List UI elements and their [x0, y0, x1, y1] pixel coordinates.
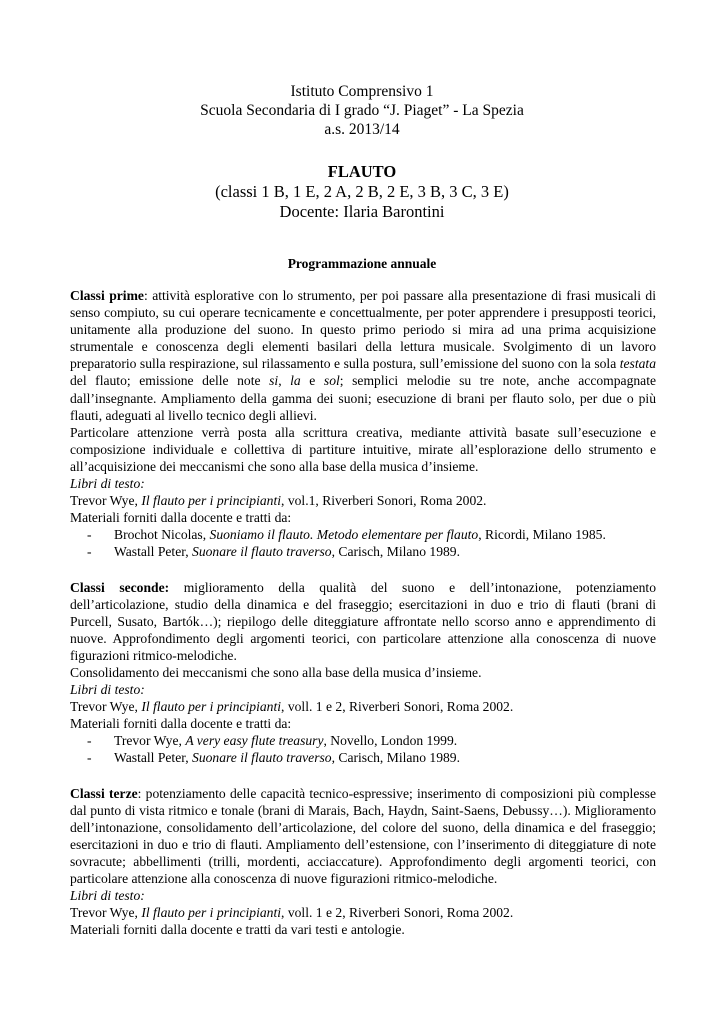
ref-details: , Novello, London 1999. — [323, 733, 458, 749]
reference-list — [70, 526, 656, 560]
ref-author: Trevor Wye, — [114, 733, 186, 749]
section-label: Classi terze — [70, 785, 138, 801]
reference-list — [70, 732, 656, 766]
paragraph-text: miglioramento della qualità del suono e dell’intonazione, potenziamento dell’articolazione, studio della dinamica e del fraseggio; esercitazioni in duo e trio di flauti (brani di Purcell, Susato, Bartók…); riepilogo delle diteggiature affrontate nello scorso anno e apprendimento di nuove. Approfondimento degli argomenti teorici, con particolare attenzione alla conoscenza di nuove figurazioni ritmico-melodiche. — [70, 579, 657, 663]
ref-author: Brochot Nicolas, — [114, 527, 210, 543]
ref-author: Wastall Peter, — [114, 750, 193, 766]
ref-title: Suoniamo il flauto. Metodo elementare per flauto — [209, 527, 479, 543]
libri-label: Libri di testo: — [70, 476, 145, 492]
programmazione-heading: Programmazione annuale — [287, 256, 437, 271]
ref-author: Wastall Peter, — [114, 544, 193, 560]
school-header — [0, 82, 724, 139]
note-name: sol — [323, 373, 340, 389]
book-title: Il flauto per i principianti — [141, 905, 282, 921]
section-label: Classi seconde: — [70, 579, 170, 595]
paragraph-text: ; semplici melodie su tre note, anche accompagnate dall’insegnante. Ampliamento della gamma dei suoni; esecuzione di brani per flauto solo, per due o più flauti, adeguati al livello tecnico degli allievi. — [70, 373, 657, 423]
book-details: , voll. 1 e 2, Riverberi Sonori, Roma 2002. — [281, 905, 514, 921]
ref-title: Suonare il flauto traverso — [192, 750, 332, 766]
school-name: Scuola Secondaria di I grado “J. Piaget” - La Spezia — [200, 102, 524, 119]
list-item: - Wastall Peter, Suonare il flauto traverso, Carisch, Milano 1989. — [87, 750, 460, 766]
book-author: Trevor Wye, — [70, 699, 142, 715]
class-list: (classi 1 B, 1 E, 2 A, 2 B, 2 E, 3 B, 3 C, 3 E) — [215, 182, 509, 201]
note-name: la — [290, 373, 301, 389]
school-year: a.s. 2013/14 — [324, 121, 400, 138]
terze-intro-paragraph — [70, 785, 656, 888]
book-author: Trevor Wye, — [70, 493, 142, 509]
libri-label: Libri di testo: — [70, 682, 145, 698]
institute-name: Istituto Comprensivo 1 — [290, 83, 434, 100]
section-classi-seconde — [70, 579, 656, 767]
ref-details: , Carisch, Milano 1989. — [331, 544, 460, 560]
section-classi-prime — [70, 287, 656, 561]
seconde-paragraph-2: Consolidamento dei meccanismi che sono alla base della musica d’insieme. — [70, 664, 482, 680]
book-title: Il flauto per i principianti — [141, 699, 282, 715]
list-item: - Wastall Peter, Suonare il flauto traverso, Carisch, Milano 1989. — [87, 544, 460, 560]
list-item: - Brochot Nicolas, Suoniamo il flauto. Metodo elementare per flauto, Ricordi, Milano 1985. — [87, 527, 606, 543]
materiali-line: Materiali forniti dalla docente e tratti da: — [70, 510, 292, 526]
list-item: - Trevor Wye, A very easy flute treasury, Novello, London 1999. — [87, 733, 458, 749]
ref-details: , Ricordi, Milano 1985. — [478, 527, 606, 543]
paragraph-text: : potenziamento delle capacità tecnico-espressive; inserimento di composizioni più complesse dal punto di vista ritmico e tonale (brani di Marais, Bach, Haydn, Saint-Saens, Debussy…). Miglioramento dell’intonazione, consolidamento dell’articolazione, del colore del suono, della dinamica e del fraseggio; esercitazioni in duo e trio di flauti. Ampliamento dell’estensione, con l’inserimento di diteggiature di note sovracute; abbellimenti (trilli, mordenti, acciaccature). Approfondimento degli argomenti teorici, con particolare attenzione alla conoscenza di nuove figurazioni ritmico-melodiche. — [70, 785, 656, 886]
book-details: , voll. 1 e 2, Riverberi Sonori, Roma 2002. — [281, 699, 514, 715]
teacher-name: Docente: Ilaria Barontini — [279, 202, 445, 221]
textbook-reference — [70, 698, 656, 715]
libri-label: Libri di testo: — [70, 888, 145, 904]
prime-intro-paragraph — [70, 287, 656, 424]
paragraph-text: del flauto; emissione delle note — [70, 373, 270, 389]
ref-title: Suonare il flauto traverso — [192, 544, 332, 560]
textbook-reference — [70, 904, 656, 921]
book-details: , vol.1, Riverberi Sonori, Roma 2002. — [281, 493, 487, 509]
section-classi-terze — [70, 785, 656, 939]
materiali-line: Materiali forniti dalla docente e tratti da vari testi e antologie. — [70, 922, 405, 938]
separator-text: , — [278, 373, 291, 389]
book-title: Il flauto per i principianti — [141, 493, 282, 509]
materiali-line: Materiali forniti dalla docente e tratti da: — [70, 716, 292, 732]
prime-paragraph-2: Particolare attenzione verrà posta alla scrittura creativa, mediante attività basate sull’esecuzione e composizione individuale e collettiva di partiture intuitive, mirate all’esplorazione dello strumento e all’acquisizione dei meccanismi che sono alla base della musica d’insieme. — [70, 424, 656, 474]
note-name: si — [269, 373, 279, 389]
book-author: Trevor Wye, — [70, 905, 142, 921]
paragraph-text: : attività esplorative con lo strumento, per poi passare alla presentazione di frasi musicali di senso compiuto, su cui operare tecnicamente e concettualmente, per poter apprendere i presupposti teorici, unitamente alla produzione del suono. In questo primo periodo si mira ad una prima acquisizione strumentale e conoscenza degli elementi basilari della lettura musicale. Svolgimento di un lavoro preparatorio sulla respirazione, sul rilassamento e sulla postura, sull’emissione del suono con la sola — [70, 288, 657, 372]
ref-details: , Carisch, Milano 1989. — [331, 750, 460, 766]
subject-title: FLAUTO — [327, 162, 397, 181]
document-body — [70, 287, 656, 956]
separator-text: e — [300, 373, 324, 389]
ref-title: A very easy flute treasury — [185, 733, 324, 749]
italic-term: testata — [619, 356, 656, 372]
section-label: Classi prime — [70, 288, 144, 303]
seconde-intro-paragraph — [70, 579, 656, 664]
textbook-reference — [70, 492, 656, 509]
title-block — [0, 162, 724, 222]
